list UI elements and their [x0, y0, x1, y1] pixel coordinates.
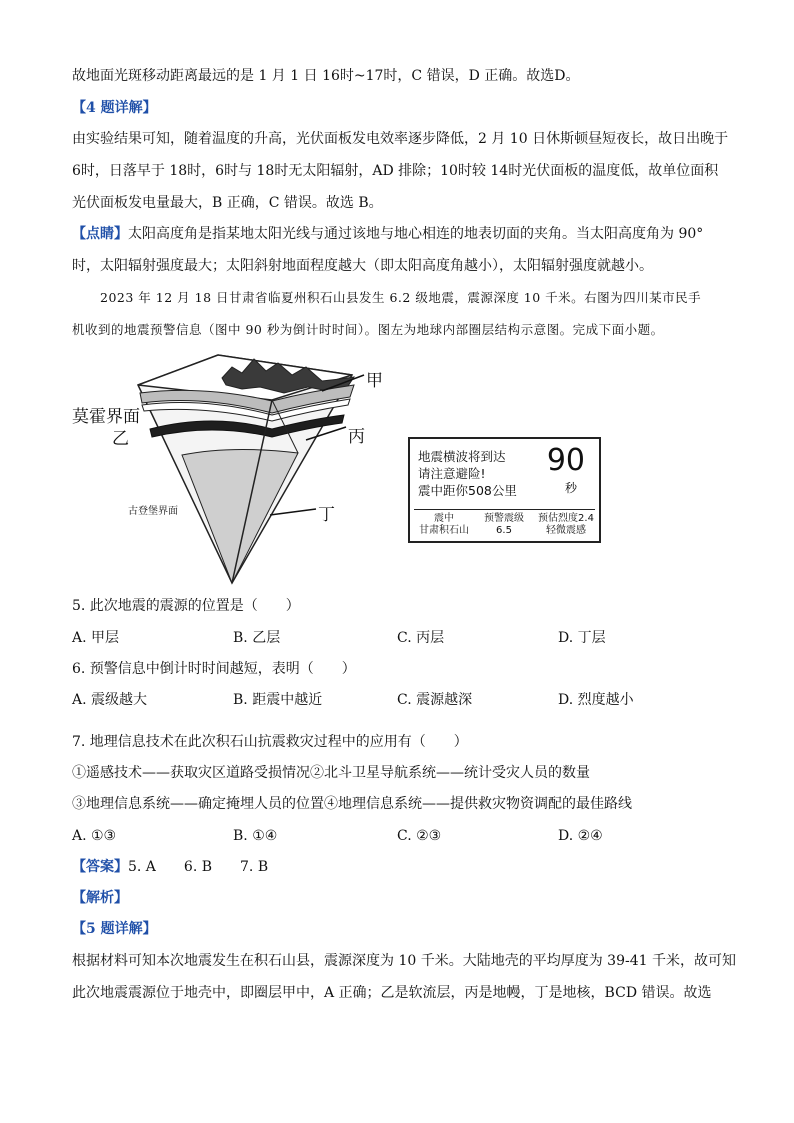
analysis-label: 【解析】 [72, 890, 128, 906]
magnitude-info [474, 513, 534, 537]
intensity-label: 预估烈度2.4 [538, 513, 594, 524]
epicenter-value: 甘肃积石山 [419, 525, 469, 536]
countdown-unit: 秒 [564, 481, 577, 495]
tip-heading: 【点睛】 [72, 226, 128, 242]
text-line: 故地面光斑移动距离最远的是 1 月 1 日 16时~17时，C 错误，D 正确。故选D。 [72, 68, 580, 84]
section-heading-q4: 【4 题详解】 [72, 100, 157, 116]
text-line: 此次地震震源位于地壳中，即圈层甲中，A 正确；乙是软流层，丙是地幔，丁是地核，BCD 错误。故选 [72, 985, 712, 1001]
epicenter-label: 震中 [434, 513, 454, 524]
material-line: 机收到的地震预警信息（图中 90 秒为倒计时时间）。图左为地球内部圈层结构示意图。完成下面小题。 [72, 322, 664, 337]
q6-option-b: B. 距震中越近 [233, 692, 323, 708]
q7-option-b: B. ①④ [233, 828, 278, 844]
q5-option-b: B. 乙层 [233, 630, 281, 646]
earth-interior-diagram [72, 345, 402, 585]
tip-line [72, 224, 703, 244]
q7-option-c: C. ②③ [397, 828, 442, 844]
label-gutenberg: 古登堡界面 [128, 506, 178, 517]
leader-ding [270, 509, 316, 515]
magnitude-label: 预警震级 [484, 513, 524, 524]
label-yi: 乙 [112, 429, 129, 449]
q5-option-a: A. 甲层 [72, 630, 120, 646]
answer-text: 5. A 6. B 7. B [128, 859, 269, 875]
intensity-value: 轻微震感 [546, 525, 586, 536]
question-6: 6. 预警信息中倒计时时间越短，表明（ ） [72, 661, 356, 677]
text-line: 时，太阳辐射强度最大；太阳斜射地面程度越大（即太阳高度角越小），太阳辐射强度就越小。 [72, 258, 653, 274]
divider [414, 509, 595, 510]
material-line: 2023 年 12 月 18 日甘肃省临夏州积石山县发生 6.2 级地震，震源深度 10 千米。右图为四川某市民手 [100, 290, 702, 305]
text-line: 6时，日落早于 18时，6时与 18时无太阳辐射，AD 排除；10时较 14时光伏面板的温度低，故单位面积 [72, 163, 719, 179]
q6-option-a: A. 震级越大 [72, 692, 148, 708]
question-7: 7. 地理信息技术在此次积石山抗震救灾过程中的应用有（ ） [72, 734, 468, 750]
section-heading-q5: 【5 题详解】 [72, 921, 157, 937]
warning-msg-2: 请注意避险! [418, 466, 486, 481]
q7-statement-1: ①遥感技术——获取灾区道路受损情况②北斗卫星导航系统——统计受灾人员的数量 [72, 765, 590, 781]
epicenter-info [414, 513, 474, 537]
label-moho: 莫霍界面 [72, 407, 140, 427]
intensity-info [534, 513, 598, 537]
q6-option-d: D. 烈度越小 [558, 692, 634, 708]
text-line: 根据材料可知本次地震发生在积石山县，震源深度为 10 千米。大陆地壳的平均厚度为 39-41 千米，故可知 [72, 953, 736, 969]
text-line: 光伏面板发电量最大，B 正确，C 错误。故选 B。 [72, 195, 383, 211]
earthquake-warning-panel [408, 437, 601, 543]
label-ding: 丁 [318, 505, 335, 525]
label-jia: 甲 [366, 371, 383, 391]
q7-option-a: A. ①③ [72, 828, 117, 844]
answer-label: 【答案】 [72, 859, 128, 875]
q7-option-d: D. ②④ [558, 828, 603, 844]
magnitude-value: 6.5 [496, 525, 512, 536]
tip-text: 太阳高度角是指某地太阳光线与通过该地与地心相连的地表切面的夹角。当太阳高度角为 90° [128, 226, 704, 242]
warning-msg-3: 震中距你508公里 [418, 483, 517, 498]
answer-line [72, 857, 268, 877]
text-line: 由实验结果可知，随着温度的升高，光伏面板发电效率逐步降低，2 月 10 日休斯顿昼短夜长，故日出晚于 [72, 131, 729, 147]
q5-option-c: C. 丙层 [397, 630, 445, 646]
q5-option-d: D. 丁层 [558, 630, 606, 646]
core-region [182, 449, 298, 583]
question-5: 5. 此次地震的震源的位置是（ ） [72, 598, 300, 614]
q7-statement-2: ③地理信息系统——确定掩埋人员的位置④地理信息系统——提供救灾物资调配的最佳路线 [72, 796, 632, 812]
q6-option-c: C. 震源越深 [397, 692, 473, 708]
warning-msg-1: 地震横波将到达 [418, 449, 506, 464]
countdown-value: 90 [546, 443, 585, 478]
label-bing: 丙 [348, 427, 365, 447]
